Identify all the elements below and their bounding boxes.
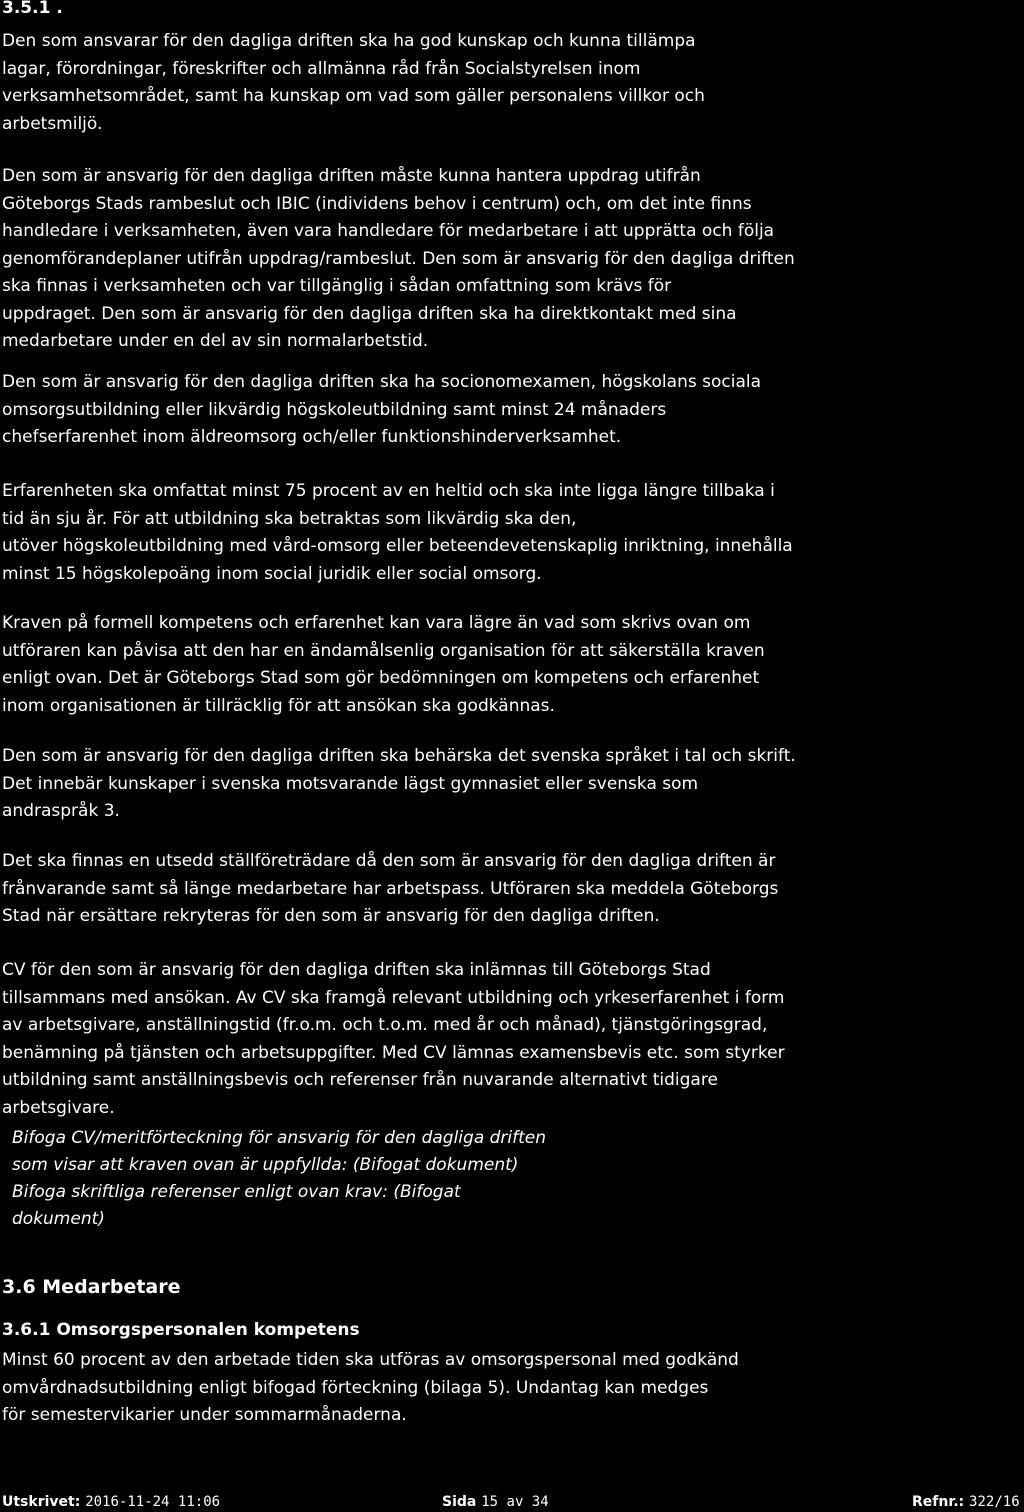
text-line: Det innebär kunskaper i svenska motsvarande lägst gymnasiet eller svenska som	[2, 773, 699, 794]
attachment-line: Bifoga CV/meritförteckning för ansvarig för den dagliga driften	[12, 1128, 547, 1148]
printed-label: Utskrivet:	[2, 1494, 81, 1510]
text-line: lagar, förordningar, föreskrifter och allmänna råd från Socialstyrelsen inom	[2, 58, 641, 79]
ref-label: Refnr.:	[912, 1494, 965, 1510]
paragraph-assignment-handling	[2, 163, 795, 356]
text-line: av arbetsgivare, anställningstid (fr.o.m. och t.o.m. med år och månad), tjänstgöringsgrad,	[2, 1015, 768, 1035]
text-line: uppdraget. Den som är ansvarig för den dagliga driften ska ha direktkontakt med sina	[2, 303, 737, 324]
text-line: ska finnas i verksamheten och var tillgänglig i sådan omfattning som krävs för	[2, 276, 672, 296]
text-line: andraspråk 3.	[2, 801, 120, 821]
attachment-line: Bifoga skriftliga referenser enligt ovan krav: (Bifogat	[12, 1182, 461, 1202]
attachment-line: dokument)	[12, 1209, 105, 1229]
text-line: Den som är ansvarig för den dagliga driften ska behärska det svenska språket i tal och skrift.	[2, 746, 796, 766]
text-line: Den som ansvarar för den dagliga driften ska ha god kunskap och kunna tillämpa	[2, 31, 696, 51]
printed-value: 2016-11-24 11:06	[85, 1494, 221, 1510]
printed-date	[2, 1492, 220, 1512]
text-line: Det ska finnas en utsedd ställföreträdare då den som är ansvarig för den dagliga driften är	[2, 851, 776, 871]
text-line: tillsammans med ansökan. Av CV ska framgå relevant utbildning och yrkeserfarenhet i form	[2, 987, 785, 1008]
text-line: omvårdnadsutbildning enligt bifogad förteckning (bilaga 5). Undantag kan medges	[2, 1377, 709, 1398]
page-value: 15 av 34	[481, 1494, 549, 1510]
text-line: medarbetare under en del av sin normalarbetstid.	[2, 331, 429, 351]
paragraph-formal-competence	[2, 610, 765, 720]
section-number: 3.5.1 .	[2, 0, 63, 18]
text-line: utbildning samt anställningsbevis och referenser från nuvarande alternativt tidigare	[2, 1070, 718, 1090]
ref-value: 322/16	[969, 1494, 1020, 1510]
paragraph-deputy	[2, 848, 778, 931]
paragraph-education-requirement	[2, 369, 761, 452]
paragraph-care-staff	[2, 1347, 739, 1430]
paragraph-cv	[2, 957, 785, 1122]
text-line: minst 15 högskolepoäng inom social juridik eller social omsorg.	[2, 563, 542, 584]
text-line: Göteborgs Stads rambeslut och IBIC (individens behov i centrum) och, om det inte finns	[2, 193, 752, 214]
text-line: tid än sju år. För att utbildning ska betraktas som likvärdig ska den,	[2, 508, 577, 529]
text-line: Erfarenheten ska omfattat minst 75 procent av en heltid och ska inte ligga längre tillbaka i	[2, 481, 775, 501]
text-line: Den som är ansvarig för den dagliga driften ska ha socionomexamen, högskolans sociala	[2, 372, 761, 392]
heading-medarbetare: 3.6 Medarbetare	[2, 1276, 181, 1298]
text-line: handledare i verksamheten, även vara handledare för medarbetare i att upprätta och följa	[2, 221, 775, 241]
attachment-line: som visar att kraven ovan är uppfyllda: (Bifogat dokument)	[12, 1155, 519, 1175]
text-line: Stad när ersättare rekryteras för den som är ansvarig för den dagliga driften.	[2, 906, 660, 926]
heading-omsorgspersonalen-kompetens: 3.6.1 Omsorgspersonalen kompetens	[2, 1320, 360, 1340]
text-line: Minst 60 procent av den arbetade tiden ska utföras av omsorgspersonal med godkänd	[2, 1350, 739, 1370]
paragraph-experience	[2, 478, 793, 588]
reference-number	[912, 1492, 1020, 1512]
text-line: arbetsgivare.	[2, 1097, 115, 1118]
text-line: verksamhetsområdet, samt ha kunskap om vad som gäller personalens villkor och	[2, 86, 705, 106]
text-line: Den som är ansvarig för den dagliga driften måste kunna hantera uppdrag utifrån	[2, 166, 701, 186]
text-line: chefserfarenhet inom äldreomsorg och/eller funktionshinderverksamhet.	[2, 427, 622, 447]
text-line: för semestervikarier under sommarmånaderna.	[2, 1405, 407, 1425]
text-line: omsorgsutbildning eller likvärdig högskoleutbildning samt minst 24 månaders	[2, 399, 667, 420]
text-line: utföraren kan påvisa att den har en ändamålsenlig organisation för att säkerställa kraven	[2, 640, 765, 661]
attachment-instructions	[12, 1125, 546, 1233]
page-number	[442, 1492, 549, 1512]
paragraph-responsibility-knowledge	[2, 28, 705, 138]
paragraph-language	[2, 743, 796, 826]
page-label: Sida	[442, 1494, 477, 1510]
text-line: Kraven på formell kompetens och erfarenhet kan vara lägre än vad som skrivs ovan om	[2, 613, 751, 633]
text-line: inom organisationen är tillräcklig för att ansökan ska godkännas.	[2, 695, 555, 716]
page-footer	[0, 1492, 1024, 1512]
text-line: genomförandeplaner utifrån uppdrag/rambeslut. Den som är ansvarig för den dagliga driften	[2, 248, 795, 269]
text-line: utöver högskoleutbildning med vård-omsorg eller beteendevetenskaplig inriktning, innehålla	[2, 536, 793, 556]
text-line: CV för den som är ansvarig för den dagliga driften ska inlämnas till Göteborgs Stad	[2, 960, 711, 980]
text-line: frånvarande samt så länge medarbetare har arbetspass. Utföraren ska meddela Göteborgs	[2, 878, 779, 899]
text-line: benämning på tjänsten och arbetsuppgifter. Med CV lämnas examensbevis etc. som styrker	[2, 1042, 785, 1063]
text-line: arbetsmiljö.	[2, 113, 103, 134]
text-line: enligt ovan. Det är Göteborgs Stad som gör bedömningen om kompetens och erfarenhet	[2, 668, 760, 688]
